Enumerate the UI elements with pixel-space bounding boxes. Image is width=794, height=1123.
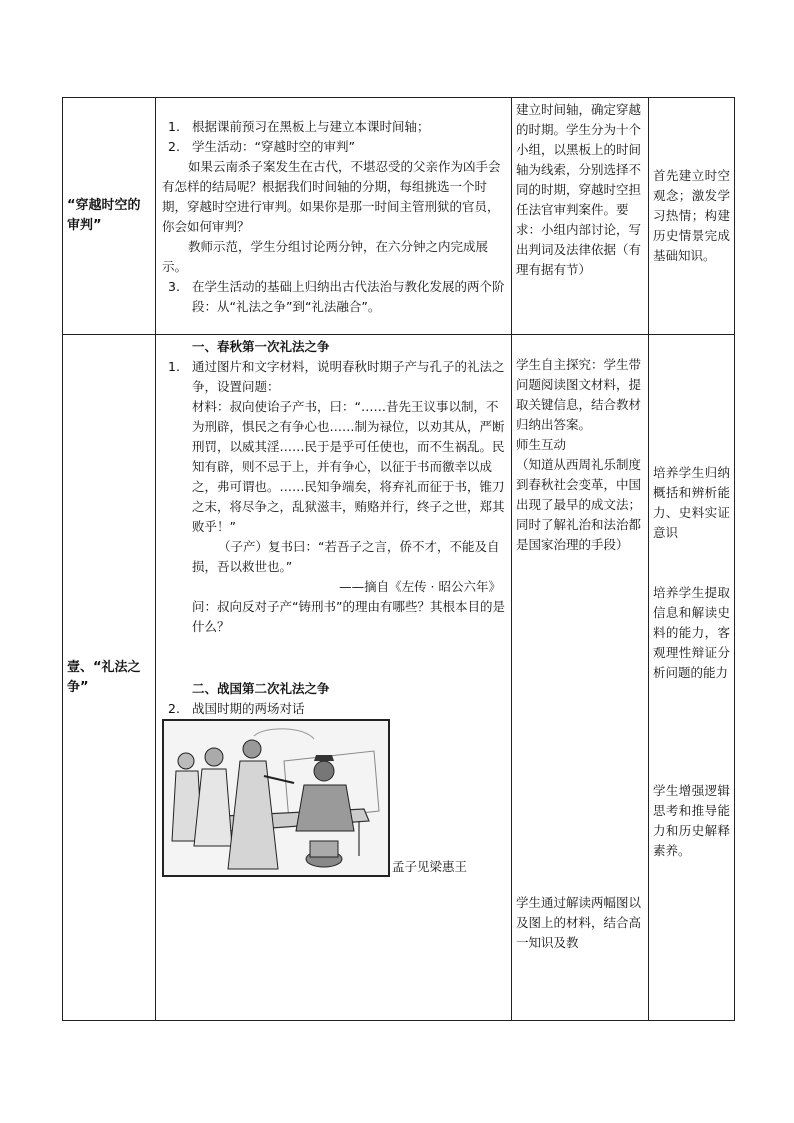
teacher-interaction-note: （知道从西周礼乐制度到春秋社会变革，中国出现了最早的成文法；同时了解礼治和法治都是国家治理的手段）: [516, 457, 642, 552]
stage-cell: [63, 335, 156, 1021]
design-intent-cell: [649, 335, 735, 1021]
content-cell: [156, 98, 512, 335]
lesson-plan-table: [62, 97, 735, 1021]
paragraph: 教师示范，学生分组讨论两分钟，在六分钟之内完成展示。: [162, 239, 489, 274]
student-activity-text: 学生自主探究：学生带问题阅读图文材料，提取关键信息，结合教材归纳出答案。: [516, 357, 642, 432]
list-number: 2.: [168, 139, 180, 154]
section-heading: 一、春秋第一次礼法之争: [192, 339, 330, 354]
student-activity-text: 学生通过解读两幅图以及图上的材料，结合高一知识及教: [516, 895, 642, 950]
question-text: 问：叔向反对子产“铸刑书”的理由有哪些？其根本目的是什么？: [192, 599, 505, 634]
list-number: 1.: [168, 119, 180, 134]
ink-illustration-icon: [164, 721, 388, 875]
stage-label: “穿越时空的审判”: [67, 198, 141, 233]
list-number: 3.: [168, 279, 180, 294]
design-intent-text: 培养学生归纳概括和辨析能力、史料实证意识: [653, 465, 730, 540]
design-intent-text: 学生增强逻辑思考和推导能力和历史解释素养。: [653, 783, 730, 858]
list-item: 通过图片和文字材料，说明春秋时期子产与孔子的礼法之争，设置问题：: [192, 359, 505, 394]
table-row: [63, 335, 735, 1021]
teacher-interaction-label: 师生互动: [516, 437, 567, 452]
mencius-king-hui-illustration: [162, 719, 390, 877]
table-row: [63, 98, 735, 335]
list-item: 在学生活动的基础上归纳出古代法治与教化发展的两个阶段：从“礼法之争”到“礼法融合”。: [192, 279, 505, 314]
section-heading: 二、战国第二次礼法之争: [192, 681, 330, 696]
list-item: 战国时期的两场对话: [192, 701, 305, 716]
content-cell: [156, 335, 512, 1021]
material-text: 材料：叔向使诒子产书，曰：“……昔先王议事以制，不为刑辟，惧民之有争心也……制为禄位，以劝其从，严断刑罚，以威其淫……民于是乎可任使也，而不生祸乱。民知有辟，则不忌于上，并有争心，以征于书而徼幸以成之，弗可谓也。……民知争端矣，将弃礼而征于书，锥刀之末，将尽争之，乱狱滋丰，贿赂并行，终子之世，郑其败乎！”: [192, 399, 505, 534]
student-activity-cell: [512, 335, 649, 1021]
student-activity-text: 建立时间轴，确定穿越的时期。学生分为十个小组，以黑板上的时间轴为线索，分别选择不同的时期，穿越时空担任法官审判案件。要求：小组内部讨论，写出判词及法律依据（有理有据有节）: [516, 102, 642, 277]
reply-text: （子产）复书曰：“若吾子之言，侨不才，不能及自损，吾以救世也。”: [192, 539, 500, 574]
illustration-block: [162, 719, 507, 877]
stage-label: 壹、“礼法之争”: [67, 659, 141, 695]
list-item: 根据课前预习在黑板上与建立本课时间轴；: [192, 119, 430, 134]
paragraph: 如果云南杀子案发生在古代，不堪忍受的父亲作为凶手会有怎样的结局呢？根据我们时间轴的分期，每组挑选一个时期，穿越时空进行审判。如果你是那一时间主管刑狱的官员，你会如何审判？: [162, 159, 501, 234]
stage-cell: [63, 98, 156, 335]
design-intent-text: 首先建立时空观念；激发学习热情；构建历史情景完成基础知识。: [653, 168, 730, 263]
list-number: 2.: [168, 701, 180, 716]
student-activity-cell: [512, 98, 649, 335]
design-intent-text: 培养学生提取信息和解读史料的能力，客观理性辩证分析问题的能力: [653, 585, 730, 680]
source-citation: ——摘自《左传 · 昭公六年》: [339, 579, 501, 594]
list-number: 1.: [168, 359, 180, 374]
illustration-caption: 孟子见梁惠王: [392, 859, 468, 874]
design-intent-cell: [649, 98, 735, 335]
list-item: 学生活动：“穿越时空的审判”: [192, 139, 355, 154]
